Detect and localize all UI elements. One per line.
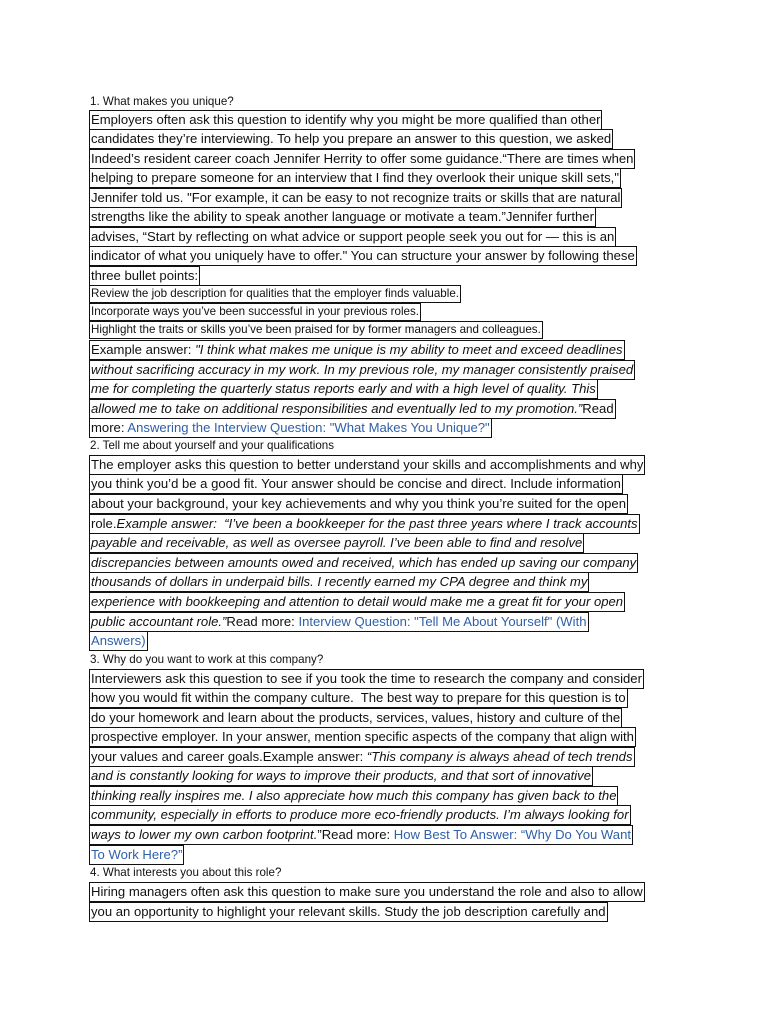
example-answer-line: “I’ve been a bookkeeper for the past three years where I track accounts (224, 516, 638, 531)
read-more-link-continued[interactable]: Answers) (91, 633, 146, 648)
paragraph-line: you think you’d be a good fit. Your answer should be concise and direct. Include information (89, 474, 623, 494)
paragraph-line: how you would fit within the company culture. The best way to prepare for this question is to (89, 688, 628, 708)
example-answer-line: thinking really inspires me. I also appreciate how much this company has given back to the (89, 786, 618, 806)
bullet-item: Highlight the traits or skills you’ve been praised for by former managers and colleagues. (89, 321, 543, 339)
read-more-link[interactable]: Answering the Interview Question: "What Makes You Unique?" (127, 420, 490, 435)
paragraph-line: Hiring managers often ask this question to make sure you understand the role and also to allow (89, 882, 645, 902)
example-answer-line: public accountant role.” (91, 614, 227, 629)
read-more-label: Read more: (321, 827, 394, 842)
read-more-link-continued[interactable]: To Work Here?” (91, 847, 183, 862)
read-more-label: Read (582, 401, 614, 416)
paragraph-line: role. (91, 516, 117, 531)
example-answer-line: discrepancies between amounts owed and received, which has ended up saving our company (89, 553, 638, 573)
paragraph-line: three bullet points: (89, 266, 200, 286)
example-answer-line: “This company is always ahead of tech trends (366, 749, 633, 764)
read-more-link[interactable]: How Best To Answer: “Why Do You Want (393, 827, 632, 842)
read-more-link[interactable]: Interview Question: "Tell Me About Yourself" (With (298, 614, 587, 629)
example-answer-line: allowed me to take on additional responsibilities and eventually led to my promotion.” (91, 401, 583, 416)
example-answer-line: community, especially in efforts to produce more eco-friendly products. I’m always looking for (89, 805, 631, 825)
paragraph-line: The employer asks this question to better understand your skills and accomplishments and why (89, 455, 645, 475)
example-label: Example answer: (116, 516, 225, 531)
example-answer-line: me for completing the quarterly status reports early and with a high level of quality. This (89, 379, 598, 399)
section-heading: 1. What makes you unique? (90, 95, 234, 108)
paragraph-line: advises, “Start by reflecting on what advice or support people seek you out for — this is an (89, 227, 616, 247)
example-answer-line: and is constantly looking for ways to improve their products, and that sort of innovative (89, 766, 593, 786)
paragraph-line: you an opportunity to highlight your relevant skills. Study the job description carefully and (89, 902, 608, 922)
read-more-label: more: (91, 420, 128, 435)
section-heading: 3. Why do you want to work at this company? (90, 653, 324, 666)
close-quote: ” (317, 827, 322, 842)
paragraph-line: do your homework and learn about the products, services, values, history and culture of the (89, 708, 622, 728)
example-answer-line: thousands of dollars in underpaid bills. I recently earned my CPA degree and think my (89, 572, 589, 592)
example-answer-line: payable and receivable, as well as oversee payroll. I’ve been able to find and resolve (89, 533, 584, 553)
paragraph-line: your values and career goals. (91, 749, 263, 764)
example-answer-line: "I think what makes me unique is my ability to meet and exceed deadlines (195, 342, 623, 357)
section-heading: 2. Tell me about yourself and your qualifications (90, 439, 335, 452)
example-label: Example answer: (262, 749, 367, 764)
paragraph-line: Indeed’s resident career coach Jennifer Herrity to offer some guidance.“There are times when (89, 149, 635, 169)
paragraph-line: about your background, your key achievements and why you think you’re suited for the open (89, 494, 628, 514)
section-heading: 4. What interests you about this role? (90, 866, 282, 879)
paragraph-line: strengths like the ability to speak another language or motivate a team.”Jennifer further (89, 207, 596, 227)
paragraph-line: helping to prepare someone for an interview that I find they overlook their unique skill sets," (89, 168, 621, 188)
example-answer-line: without sacrificing accuracy in my work. In my previous role, my manager consistently praised (89, 360, 635, 380)
paragraph-line: Employers often ask this question to identify why you might be more qualified than other (89, 110, 602, 130)
paragraph-line: Jennifer told us. "For example, it can be easy to not recognize traits or skills that are natural (89, 188, 622, 208)
paragraph-line: prospective employer. In your answer, mention specific aspects of the company that align with (89, 727, 636, 747)
example-answer-line: experience with bookkeeping and attention to detail would make me a great fit for your open (89, 592, 625, 612)
bullet-item: Incorporate ways you’ve been successful in your previous roles. (89, 303, 421, 321)
paragraph-line: indicator of what you uniquely have to offer." You can structure your answer by following these (89, 246, 637, 266)
paragraph-line: Interviewers ask this question to see if you took the time to research the company and consider (89, 669, 644, 689)
paragraph-line: candidates they’re interviewing. To help you prepare an answer to this question, we asked (89, 129, 613, 149)
example-label: Example answer: (91, 342, 196, 357)
read-more-label: Read more: (226, 614, 299, 629)
bullet-item: Review the job description for qualities that the employer finds valuable. (89, 285, 461, 303)
example-answer-line: ways to lower my own carbon footprint. (91, 827, 318, 842)
